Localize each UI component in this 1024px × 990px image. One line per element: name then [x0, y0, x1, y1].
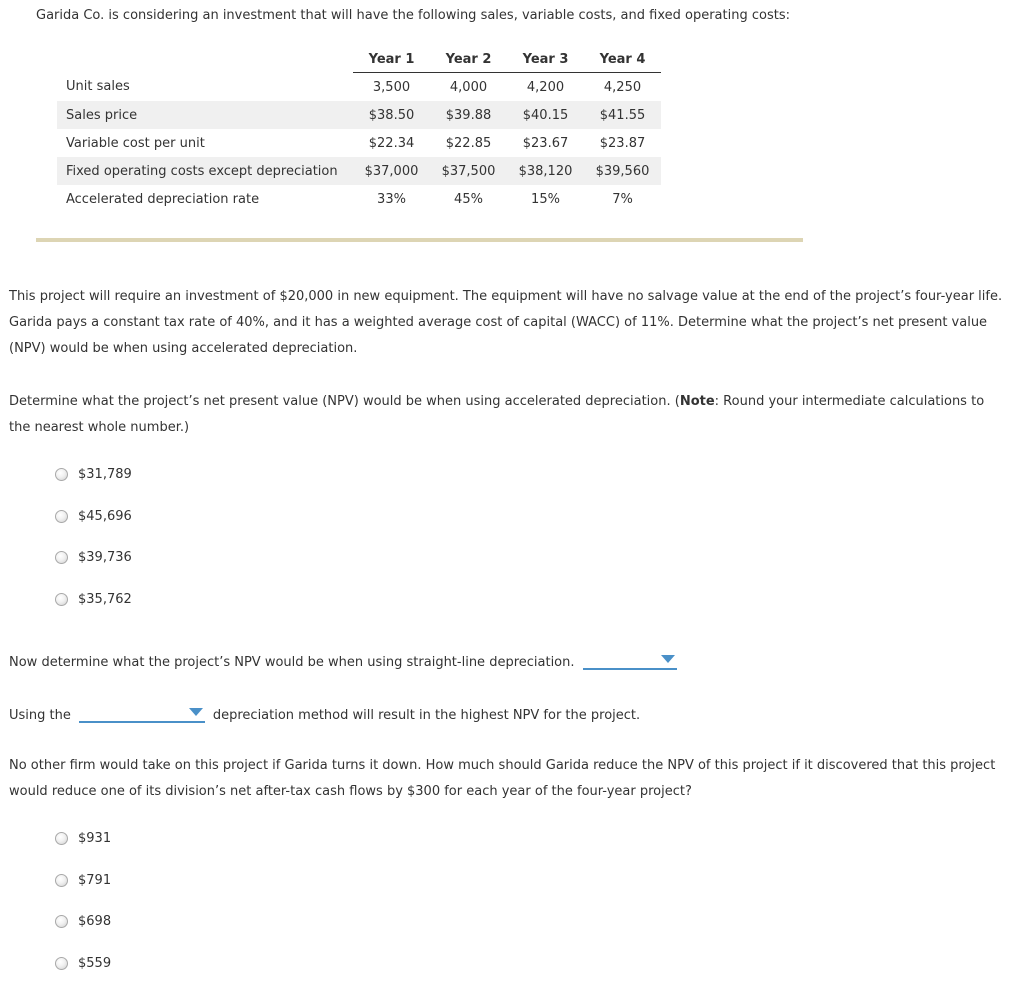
option-label: $35,762: [78, 591, 132, 607]
note-label: Note: [679, 394, 715, 409]
q4-option-2[interactable]: [55, 870, 111, 890]
question-1-text-before: Determine what the project’s net present value (NPV) would be when using accelerated depreciation. (: [9, 394, 680, 409]
cell: 33%: [377, 191, 406, 207]
divider: [36, 238, 803, 242]
problem-paragraph: This project will require an investment of $20,000 in new equipment. The equipment will have no salvage value at the end of the project’s four-year life. Garida pays a constant tax rate of 40%, and it has a weighted average cost of capital (WACC) of 11%. Determine what the project’s net present value (NPV) would be when using accelerated depreciation.: [9, 289, 1003, 356]
radio-button[interactable]: [55, 915, 68, 928]
option-label: $559: [78, 955, 112, 971]
cell: $23.67: [522, 135, 569, 151]
option-label: $31,789: [78, 466, 132, 482]
table-row: [57, 157, 661, 185]
option-label: $45,696: [78, 508, 132, 524]
cost-table: [57, 48, 661, 213]
radio-button[interactable]: [55, 874, 68, 887]
q4-option-3[interactable]: [55, 911, 111, 931]
cell: $37,000: [353, 157, 430, 185]
cell: $38.50: [353, 101, 430, 129]
option-label: $931: [78, 830, 112, 846]
cell: $41.55: [584, 101, 661, 129]
cell: 4,200: [526, 79, 565, 95]
cell: $39,560: [584, 157, 661, 185]
table-row: [57, 101, 661, 129]
table-row: [57, 185, 661, 213]
table-header-blank: [57, 48, 353, 73]
q1-option-2[interactable]: [55, 506, 132, 526]
option-label: $791: [78, 872, 112, 888]
row-label: Sales price: [57, 101, 353, 129]
option-label: $698: [78, 913, 112, 929]
intro-text: Garida Co. is considering an investment that will have the following sales, variable costs, and fixed operating costs:: [36, 8, 790, 23]
header-year-2: Year 2: [430, 48, 507, 73]
cell: $38,120: [507, 157, 584, 185]
cell: $23.87: [599, 135, 646, 151]
q1-option-4[interactable]: [55, 589, 132, 609]
header-year-4: Year 4: [584, 48, 661, 73]
cell: $39.88: [430, 101, 507, 129]
chevron-down-icon: [661, 655, 675, 663]
radio-button[interactable]: [55, 468, 68, 481]
cell: $37,500: [430, 157, 507, 185]
question-4-text: No other firm would take on this project if Garida turns it down. How much should Garida reduce the NPV of this project if it discovered that this project would reduce one of its division’s net after-tax cash flows by $300 for each year of the four-year project?: [9, 758, 996, 799]
cell: $22.85: [445, 135, 492, 151]
q1-option-1[interactable]: [55, 464, 132, 484]
header-year-1: Year 1: [353, 48, 430, 73]
straight-line-npv-dropdown[interactable]: [583, 652, 677, 670]
cell: 15%: [531, 191, 560, 207]
row-label: Variable cost per unit: [66, 135, 205, 151]
question-3-suffix: depreciation method will result in the highest NPV for the project.: [212, 708, 641, 723]
row-label: Unit sales: [66, 79, 130, 95]
q4-option-1[interactable]: [55, 828, 111, 848]
depreciation-method-dropdown[interactable]: [79, 705, 205, 723]
cell: 4,250: [603, 79, 642, 95]
question-2-text: Now determine what the project’s NPV would be when using straight-line depreciation.: [9, 655, 575, 670]
option-label: $39,736: [78, 549, 132, 565]
radio-button[interactable]: [55, 593, 68, 606]
radio-button[interactable]: [55, 832, 68, 845]
cell: 4,000: [449, 79, 488, 95]
radio-button[interactable]: [55, 551, 68, 564]
question-2-line: [9, 652, 677, 670]
chevron-down-icon: [189, 708, 203, 716]
cell: $40.15: [507, 101, 584, 129]
header-year-3: Year 3: [507, 48, 584, 73]
table-row: [57, 129, 661, 157]
radio-button[interactable]: [55, 510, 68, 523]
table-header-row: [57, 48, 661, 73]
table-row: [57, 73, 661, 102]
radio-button[interactable]: [55, 957, 68, 970]
cell: 45%: [454, 191, 483, 207]
question-1-text-after: : Round your intermediate calculations to the nearest whole number.): [9, 394, 985, 435]
q1-option-3[interactable]: [55, 547, 132, 567]
row-label: Accelerated depreciation rate: [66, 191, 260, 207]
question-3-line: [9, 705, 640, 723]
cell: $22.34: [368, 135, 415, 151]
cell: 3,500: [372, 79, 411, 95]
q4-option-4[interactable]: [55, 953, 111, 973]
question-1-text: [9, 389, 1009, 441]
cell: 7%: [612, 191, 633, 207]
row-label: Fixed operating costs except depreciation: [57, 157, 353, 185]
question-3-prefix: Using the: [9, 708, 71, 723]
